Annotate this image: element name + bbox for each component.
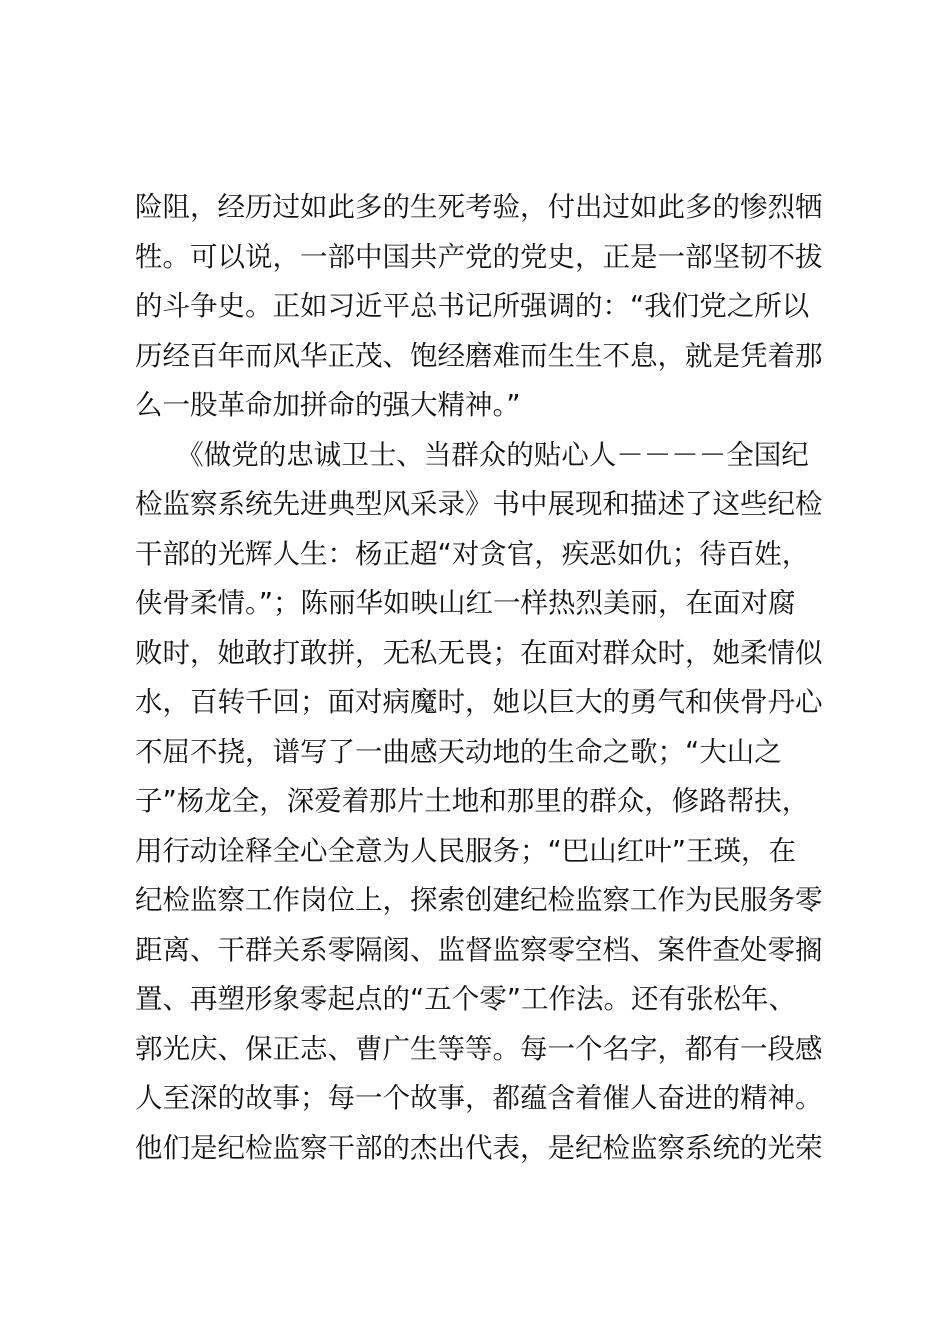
text-line: 险阻，经历过如此多的生死考验，付出过如此多的惨烈牺 <box>135 191 823 223</box>
text-line: 败时，她敢打敢拼，无私无畏；在面对群众时，她柔情似 <box>135 636 823 669</box>
text-line: 水，百转千回；面对病魔时，她以巨大的勇气和侠骨丹心 <box>135 686 823 718</box>
text-line: 郭光庆、保正志、曹广生等等。每一个名字，都有一段感 <box>135 1032 823 1065</box>
text-line: 用行动诠释全心全意为人民服务；“巴山红叶”王瑛，在 <box>135 834 796 867</box>
text-line: 么一股革命加拼命的强大精神。” <box>135 389 521 421</box>
text-line: 牲。可以说，一部中国共产党的党史，正是一部坚韧不拔 <box>135 240 823 273</box>
text-line: 侠骨柔情。”；陈丽华如映山红一样热烈美丽，在面对腐 <box>135 587 796 619</box>
text-line: 距离、干群关系零隔阂、监督监察零空档、案件查处零搁 <box>135 933 823 966</box>
text-line: 《做党的忠诚卫士、当群众的贴心人－－－－全国纪 <box>135 438 809 471</box>
body-text <box>135 183 835 1173</box>
text-line: 的斗争史。正如习近平总书记所强调的：“我们党之所以 <box>135 290 810 322</box>
text-line: 子”杨龙全，深爱着那片土地和那里的群众，修路帮扶， <box>135 785 810 817</box>
text-line: 历经百年而风华正茂、饱经磨难而生生不息，就是凭着那 <box>135 339 823 372</box>
text-line: 人至深的故事；每一个故事，都蕴含着催人奋进的精神。 <box>135 1082 823 1114</box>
text-line: 干部的光辉人生：杨正超“对贪官，疾恶如仇；待百姓， <box>135 537 810 570</box>
text-line: 检监察系统先进典型风采录》书中展现和描述了这些纪检 <box>135 488 823 520</box>
text-line: 他们是纪检监察干部的杰出代表，是纪检监察系统的光荣 <box>135 1131 823 1164</box>
text-line: 不屈不挠，谱写了一曲感天动地的生命之歌；“大山之 <box>135 735 782 768</box>
text-line: 置、再塑形象零起点的“五个零”工作法。还有张松年、 <box>135 983 796 1015</box>
text-line: 纪检监察工作岗位上，探索创建纪检监察工作为民服务零 <box>135 884 823 916</box>
